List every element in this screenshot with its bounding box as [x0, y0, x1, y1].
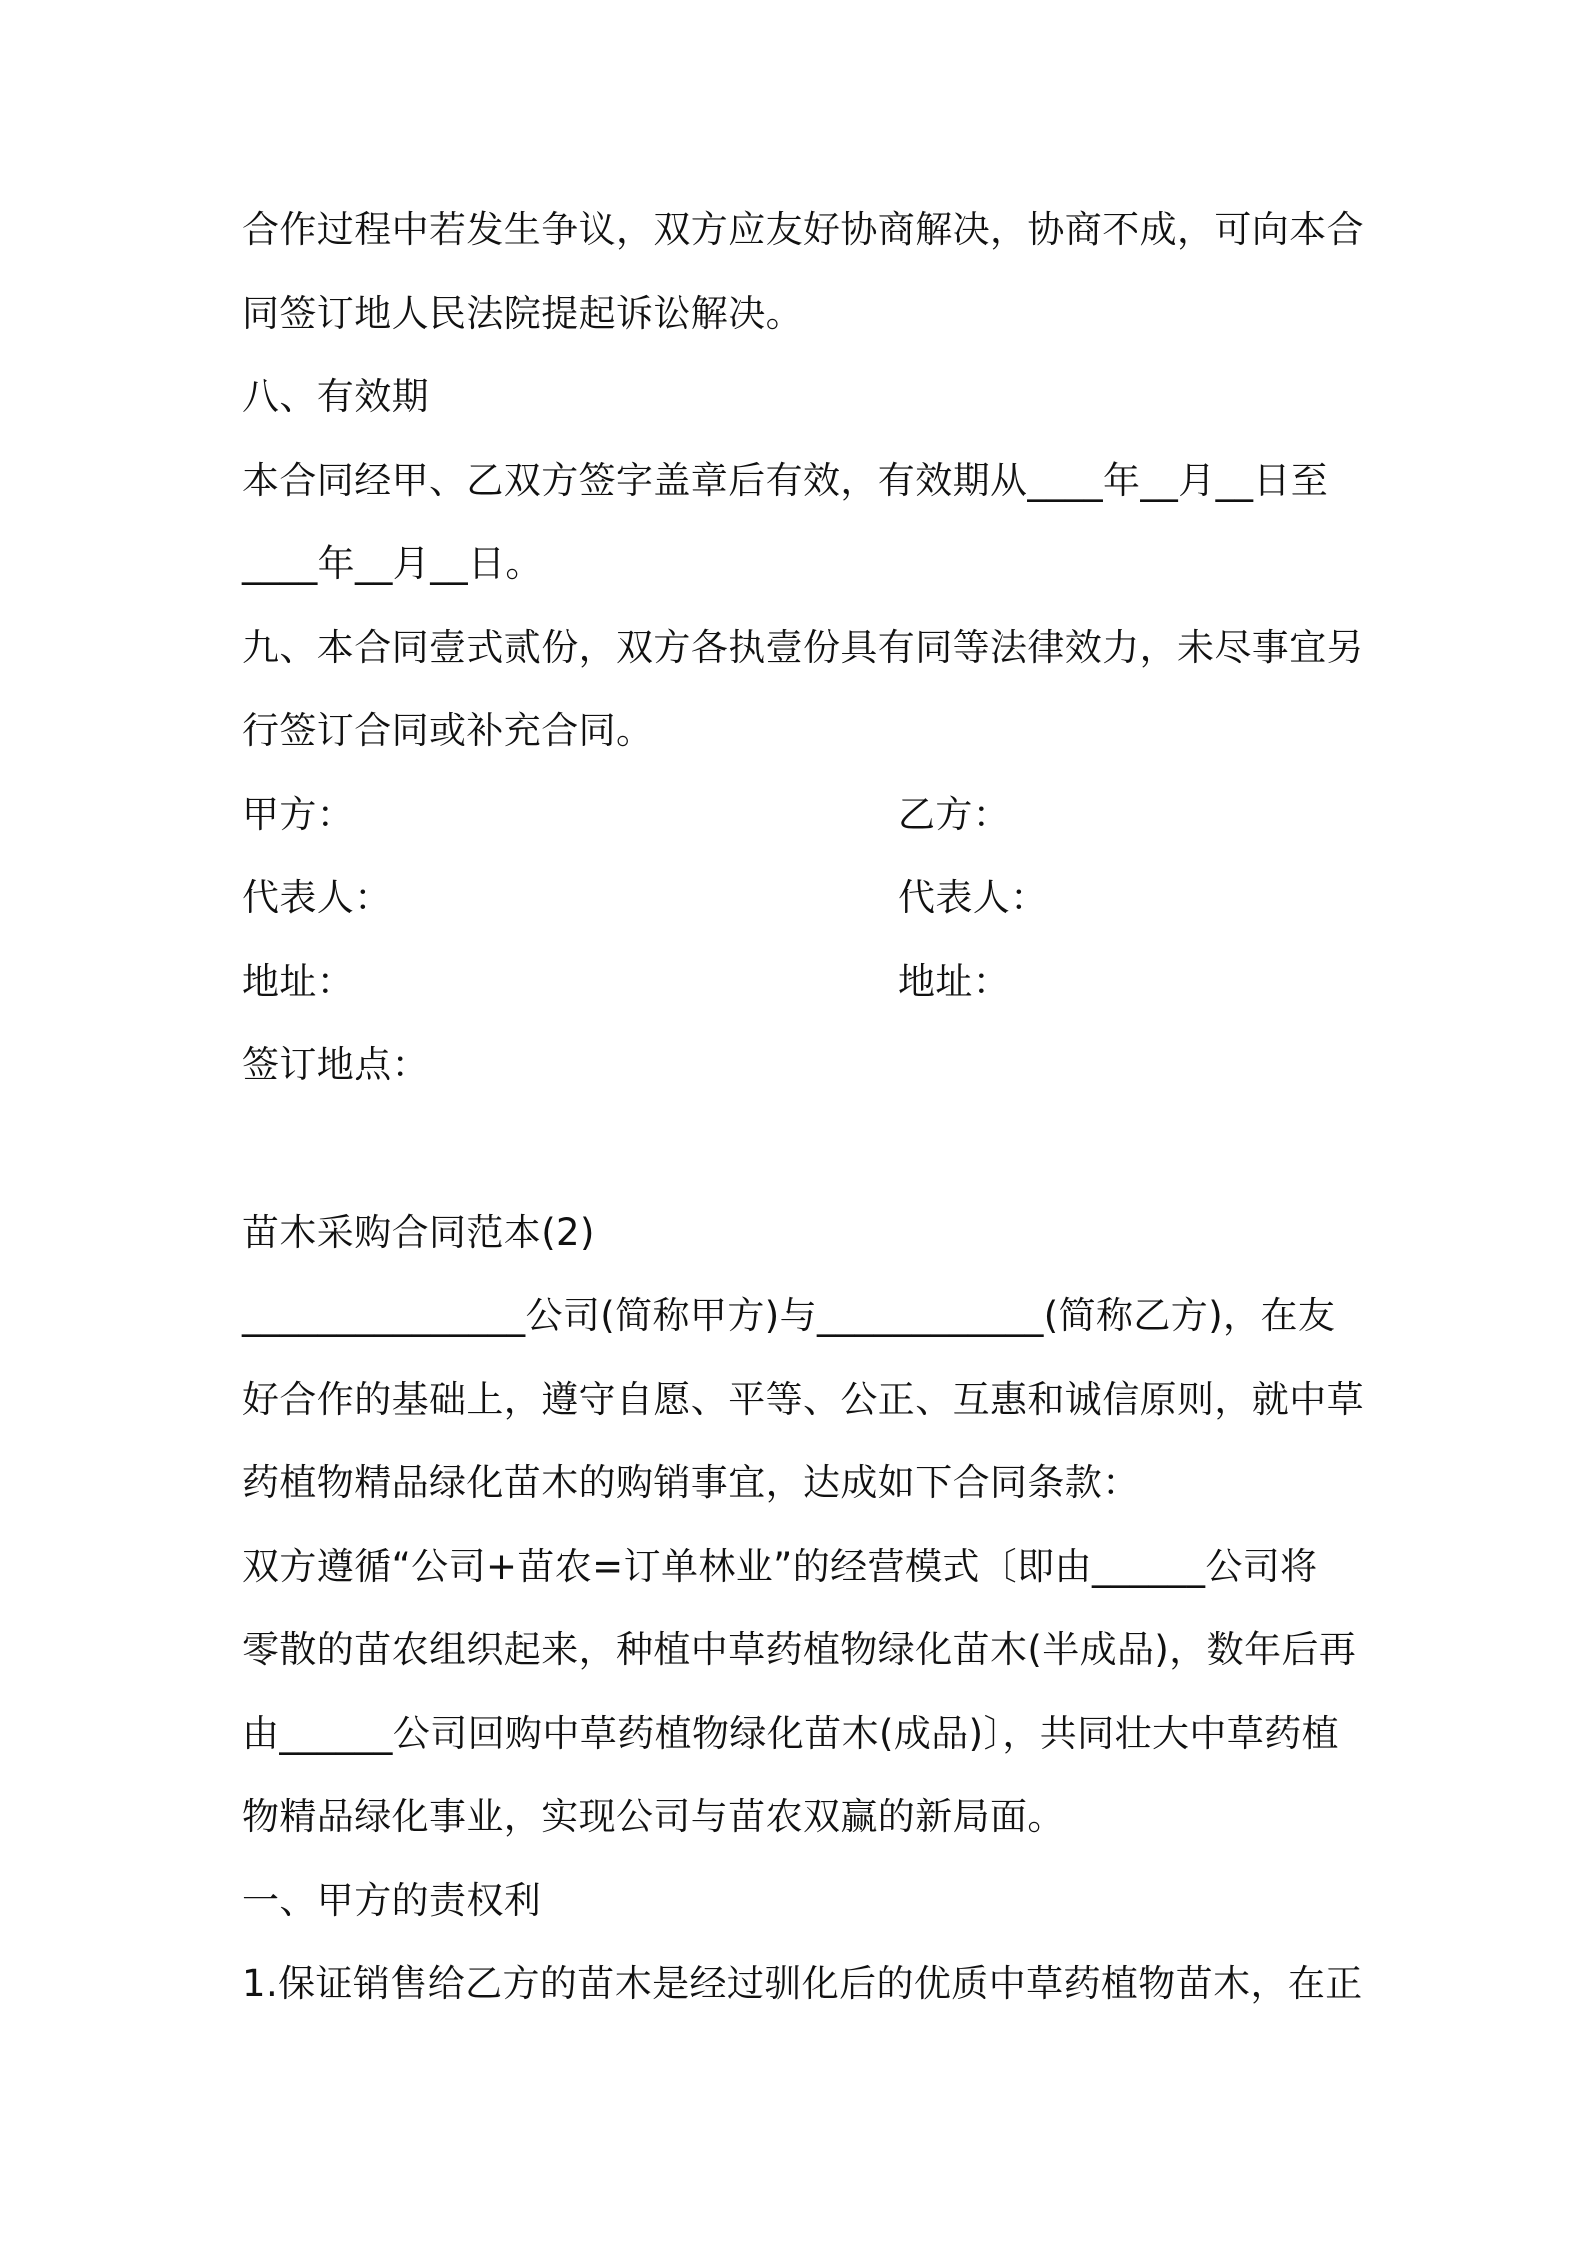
paragraph-line: 由______公司回购中草药植物绿化苗木(成品)〕，共同壮大中草药植	[242, 1712, 1339, 1755]
paragraph-line: 本合同经甲、乙双方签字盖章后有效，有效期从____年__月__日至	[242, 459, 1329, 502]
party-a-label: 甲方：	[242, 793, 355, 836]
signing-place-label: 签订地点：	[242, 1043, 429, 1086]
paragraph-line: 药植物精品绿化苗木的购销事宜，达成如下合同条款：	[242, 1461, 1140, 1504]
party-b-label: 乙方：	[898, 793, 1011, 836]
party-a-representative-label: 代表人：	[242, 876, 392, 919]
paragraph-line: 零散的苗农组织起来，种植中草药植物绿化苗木(半成品)，数年后再	[242, 1628, 1357, 1671]
party-b-address-label: 地址：	[898, 960, 1011, 1003]
party-b-representative-label: 代表人：	[898, 876, 1048, 919]
paragraph-line: 行签订合同或补充合同。	[242, 709, 654, 752]
paragraph-line: 同签订地人民法院提起诉讼解决。	[242, 292, 803, 335]
contract-title: 苗木采购合同范本(2)	[242, 1211, 595, 1254]
paragraph-line: 物精品绿化事业，实现公司与苗农双赢的新局面。	[242, 1795, 1065, 1838]
section-heading: 一、甲方的责权利	[242, 1879, 542, 1922]
party-a-address-label: 地址：	[242, 960, 355, 1003]
section-heading: 八、有效期	[242, 375, 429, 418]
paragraph-line: 1.保证销售给乙方的苗木是经过驯化后的优质中草药植物苗木，在正	[242, 1962, 1363, 2005]
paragraph-line: 九、本合同壹式贰份，双方各执壹份具有同等法律效力，未尽事宜另	[242, 626, 1364, 669]
paragraph-line: 合作过程中若发生争议，双方应友好协商解决，协商不成，可向本合	[242, 208, 1364, 251]
paragraph-line: 双方遵循“公司+苗农=订单林业”的经营模式〔即由______公司将	[242, 1545, 1318, 1588]
paragraph-line: ____年__月__日。	[242, 542, 543, 585]
paragraph-line: _______________公司(简称甲方)与____________(简称乙方)，在友	[242, 1294, 1336, 1337]
paragraph-line: 好合作的基础上，遵守自愿、平等、公正、互惠和诚信原则，就中草	[242, 1378, 1364, 1421]
